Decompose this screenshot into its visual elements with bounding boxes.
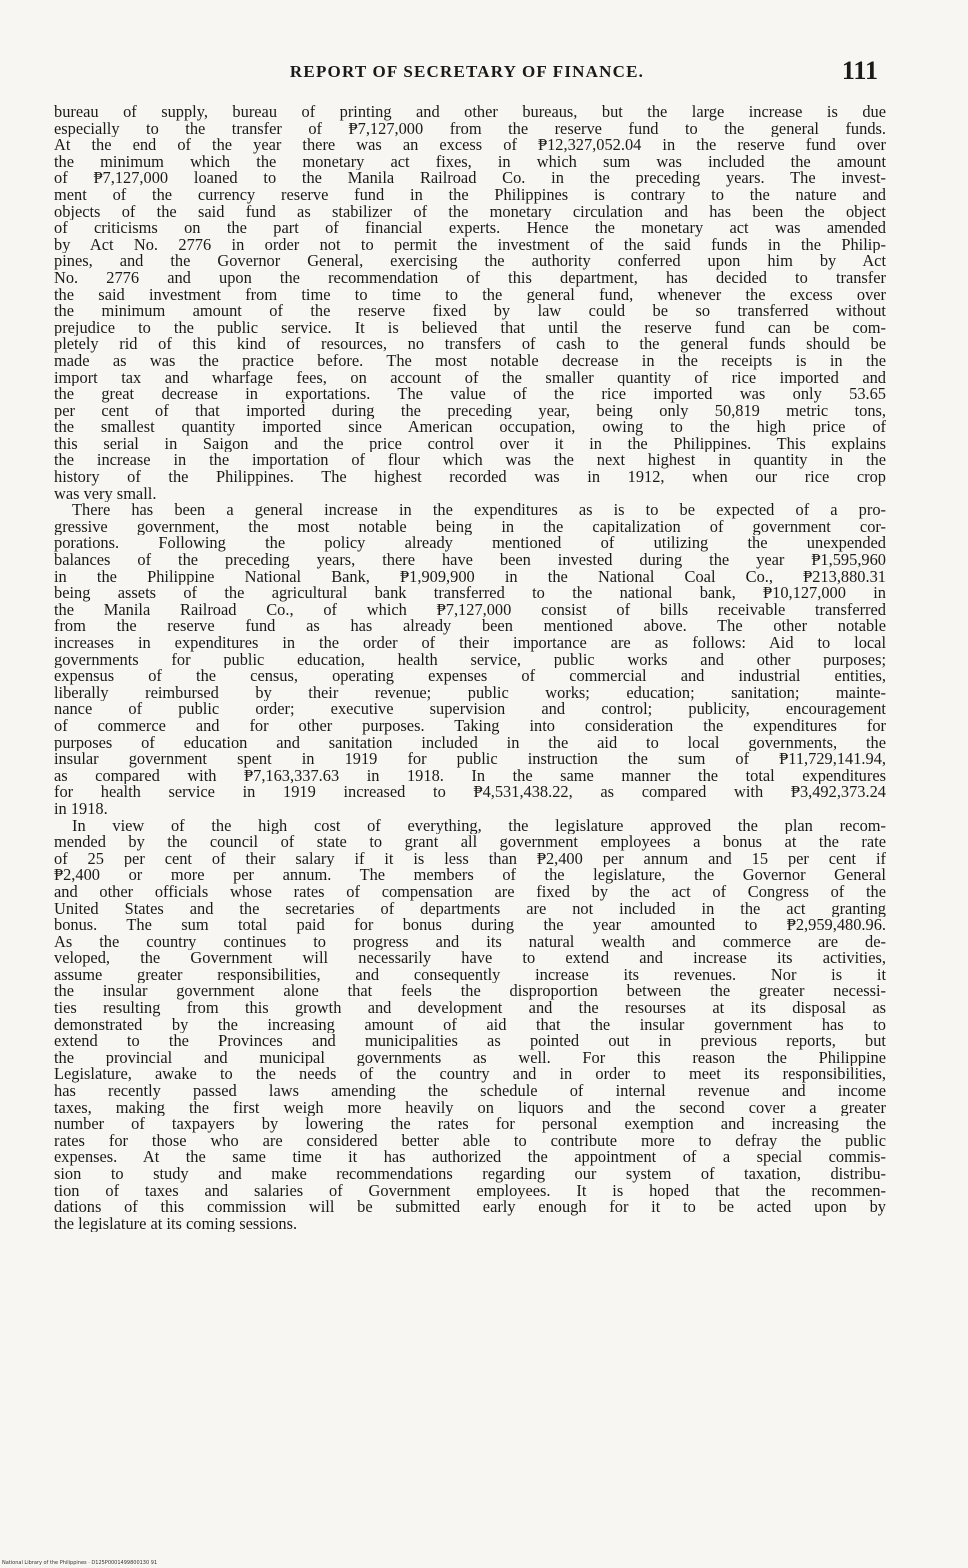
text-line: expensus of the census, operating expenses of commercial and industrial entities, (54, 668, 886, 685)
text-line: veloped, the Government will necessarily have to extend and increase its activities, (54, 950, 886, 967)
running-head: REPORT OF SECRETARY OF FINANCE. (289, 62, 645, 81)
text-line: and other officials whose rates of compensation are fixed by the act of Congress of the (54, 883, 886, 901)
scan-footer-note: National Library of the Philippines · D125P0001499800130 91 (2, 1560, 158, 1566)
text-line: of 25 per cent of their salary if it is less than ₱2,400 per annum and 15 per cent if (54, 850, 886, 868)
text-line: the insular government alone that feels the disproportion between the greater necessi- (54, 983, 886, 1001)
text-line: import tax and wharfage fees, on account of the smaller quantity of rice imported and (54, 369, 886, 387)
text-line: the smallest quantity imported since American occupation, owing to the high price of (54, 419, 886, 436)
text-line: of criticisms on the part of financial experts. Hence the monetary act was amended (54, 220, 886, 237)
text-line: of commerce and for other purposes. Taking into consideration the expenditures for (54, 717, 886, 735)
text-line: Legislature, awake to the needs of the country and in order to meet its responsibilities, (54, 1066, 886, 1084)
paragraph (54, 818, 886, 1233)
text-line: this serial in Saigon and the price control over it in the Philippines. This explains (54, 435, 886, 453)
text-line: the provincial and municipal governments as well. For this reason the Philippine (54, 1049, 886, 1067)
text-line: purposes of education and sanitation included in the aid to local governments, the (54, 734, 886, 752)
text-line: of ₱7,127,000 loaned to the Manila Railroad Co. in the preceding years. The invest- (54, 170, 886, 187)
text-line: pines, and the Governor General, exercising the authority conferred upon him by Act (54, 253, 886, 270)
text-line: There has been a general increase in the expenditures as is to be expected of a pro- (72, 502, 886, 519)
text-line: from the reserve fund as has already been mentioned above. The other notable (54, 618, 886, 635)
text-line: the minimum amount of the reserve fixed by law could be so transferred without (54, 303, 886, 320)
text-line: balances of the preceding years, there have been invested during the year ₱1,595,960 (54, 552, 886, 569)
text-line: made as was the practice before. The most notable decrease in the receipts is in the (54, 352, 886, 370)
text-line: pletely rid of this kind of resources, no transfers of cash to the general funds should be (54, 336, 886, 353)
text-line: was very small. (54, 485, 157, 503)
text-line: demonstrated by the increasing amount of aid that the insular government has to (54, 1016, 886, 1034)
text-line: the said investment from time to time to the general fund, whenever the excess over (54, 286, 886, 304)
text-line: the legislature at its coming sessions. (54, 1215, 298, 1233)
text-line: mended by the council of state to grant all government employees a bonus at the rate (54, 834, 886, 851)
text-line: In view of the high cost of everything, the legislature approved the plan recom- (72, 817, 886, 835)
text-line: At the end of the year there was an excess of ₱12,327,052.04 in the reserve fund over (54, 137, 886, 154)
text-line: No. 2776 and upon the recommendation of this department, has decided to transfer (54, 269, 886, 287)
text-line: being assets of the agricultural bank transferred to the national bank, ₱10,127,000 in (54, 585, 886, 602)
text-line: history of the Philippines. The highest recorded was in 1912, when our rice crop (54, 469, 886, 486)
text-line: especially to the transfer of ₱7,127,000 from the reserve fund to the general funds. (54, 120, 886, 138)
text-line: as compared with ₱7,163,337.63 in 1918. In the same manner the total expenditures (54, 767, 886, 785)
text-line: the increase in the importation of flour which was the next highest in quantity in the (54, 452, 886, 470)
text-line: ties resulting from this growth and development and the resourses at its disposal as (54, 1000, 886, 1017)
text-line: extend to the Provinces and municipalities as pointed out in previous reports, but (54, 1033, 886, 1050)
text-line: in 1918. (54, 800, 108, 818)
text-line: porations. Following the policy already mentioned of utilizing the unexpended (54, 535, 886, 553)
text-line: bonus. The sum total paid for bonus during the year amounted to ₱2,959,480.96. (54, 917, 886, 934)
text-line: ₱2,400 or more per annum. The members of the legislature, the Governor General (54, 867, 886, 884)
text-line: expenses. At the same time it has authorized the appointment of a special commis- (54, 1149, 886, 1166)
text-line: per cent of that imported during the preceding year, being only 50,819 metric tons, (54, 402, 886, 420)
text-line: United States and the secretaries of departments are not included in the act granting (54, 900, 886, 918)
text-line: dations of this commission will be submitted early enough for it to be acted upon by (54, 1199, 886, 1216)
text-line: the great decrease in exportations. The value of the rice imported was only 53.65 (54, 386, 886, 403)
text-line: number of taxpayers by lowering the rates for personal exemption and increasing the (54, 1116, 886, 1133)
text-line: tion of taxes and salaries of Government employees. It is hoped that the recommen- (54, 1182, 886, 1200)
text-line: liberally reimbursed by their revenue; public works; education; sanitation; mainte- (54, 684, 886, 702)
text-line: for health service in 1919 increased to ₱4,531,438.22, as compared with ₱3,492,373.24 (54, 784, 886, 801)
page-number: 111 (841, 56, 878, 85)
text-line: by Act No. 2776 in order not to permit the investment of the said funds in the Philip- (54, 236, 886, 254)
text-line: the Manila Railroad Co., of which ₱7,127,000 consist of bills receivable transferred (54, 601, 886, 619)
text-line: in the Philippine National Bank, ₱1,909,900 in the National Coal Co., ₱213,880.31 (54, 568, 886, 586)
page-header (56, 58, 878, 88)
text-line: objects of the said fund as stabilizer of the monetary circulation and has been the object (54, 203, 886, 221)
paragraph (54, 502, 886, 817)
text-line: nance of public order; executive supervision and control; publicity, encouragement (54, 701, 886, 718)
text-line: rates for those who are considered better able to contribute more to defray the public (54, 1132, 886, 1150)
text-line: ment of the currency reserve fund in the Philippines is contrary to the nature and (54, 186, 886, 204)
text-line: taxes, making the first weigh more heavily on liquors and the second cover a greater (54, 1099, 886, 1117)
text-line: insular government spent in 1919 for public instruction the sum of ₱11,729,141.94, (54, 751, 886, 768)
text-line: bureau of supply, bureau of printing and other bureaus, but the large increase is due (54, 104, 886, 121)
paragraph (54, 104, 886, 502)
text-line: sion to study and make recommendations regarding our system of taxation, distribu- (54, 1166, 886, 1183)
text-line: increases in expenditures in the order of their importance are as follows: Aid to local (54, 635, 886, 652)
text-line: has recently passed laws amending the schedule of internal revenue and income (54, 1083, 886, 1100)
text-line: As the country continues to progress and its natural wealth and commerce are de- (54, 933, 886, 951)
text-line: governments for public education, health service, public works and other purposes; (54, 651, 886, 669)
text-line: prejudice to the public service. It is believed that until the reserve fund can be com- (54, 319, 886, 337)
text-line: the minimum which the monetary act fixes, in which sum was included the amount (54, 153, 886, 171)
text-line: assume greater responsibilities, and consequently increase its revenues. Nor is it (54, 966, 886, 984)
body-text (54, 104, 886, 1232)
text-line: gressive government, the most notable being in the capitalization of government cor- (54, 518, 886, 536)
